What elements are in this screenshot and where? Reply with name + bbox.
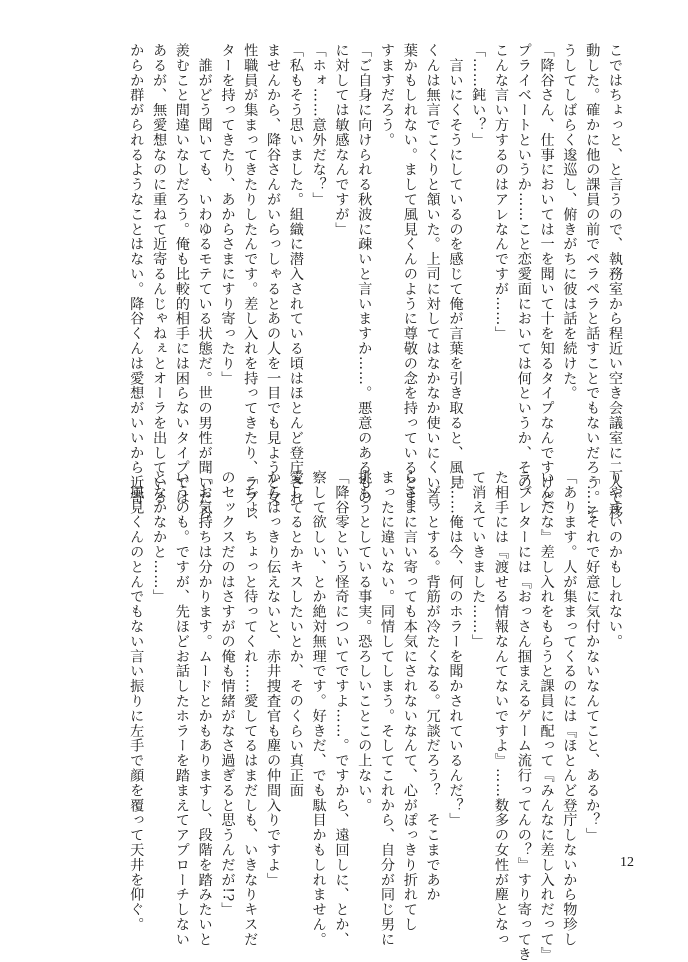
page-number: 12 — [620, 855, 634, 870]
text-line: プライベートというか……こと恋愛面においては何というか、その、 — [515, 43, 532, 505]
text-line: 羨むこと間違いなしだろう。俺も比較的相手には困らないタイプでは — [173, 43, 190, 505]
text-line: くんは無言でこくりと頷いた。上司に対してはなかなか使いにくい言 — [424, 43, 441, 505]
text-line: て消えていきました……」 — [470, 470, 487, 649]
text-line: ターを持ってきたり、あからさまにすり寄ったり」 — [219, 43, 236, 386]
text-line: た相手には『渡せる情報なんてないですよ』……数多の女性が塵となっ — [493, 470, 510, 947]
text-line: ラブレターには『おっさん掴まえるゲーム流行ってんの？』すり寄ってき — [515, 470, 532, 962]
text-line: のセックスだのはさすがの俺も情緒がなさ過ぎると思うんだが!?」 — [219, 470, 236, 917]
text-line: 「私もそう思いました。組織に潜入されている頃はほとんど登庁され — [287, 43, 304, 505]
text-line: 「お気持ちは分かります。ムードとかもありますし、段階を踏みたいと — [196, 470, 213, 947]
text-line: あるが、無愛想なのに重ねて近寄るんじゃねぇとオーラを出している — [151, 43, 168, 505]
text-line: 「ちょ、ちょっと待ってくれ……愛してるはまだしも、いきなりキスだ — [242, 470, 259, 947]
text-line: 「降谷さん、仕事においては一を聞いて十を知るタイプなんですけど、 — [538, 43, 555, 520]
text-line: こんな言い方するのはアレなんですが……」 — [493, 43, 510, 341]
text-line: からか群がられるようなことはない。降谷くんは愛想がいいから近寄 — [128, 43, 145, 505]
text-line: ゾッとする。背筋が冷たくなる。冗談だろう？ そこまであか — [424, 470, 441, 903]
text-line: 誰がどう聞いても、いわゆるモテている状態だ。世の男性が聞いたら — [196, 43, 213, 520]
text-block-top — [124, 43, 626, 520]
text-line: うしてしばらく逡巡し、俯きがちに彼は話を続けた。 — [561, 43, 578, 401]
text-line: 愛してるとかキスしたいとか、そのくらい真正面 — [287, 470, 304, 798]
text-line: りやすいのかもしれない。 — [607, 470, 623, 649]
text-line: 性職員が集まってきたりしたんです。差し入れを持ってきたり、ラブレ — [242, 43, 259, 520]
text-line: 「……それで好意に気付かないなんてこと、あるか？」 — [584, 470, 601, 843]
text-line: ませんから、降谷さんがいらっしゃるとあの人を一目でも見ようと女 — [265, 43, 282, 505]
text-line: 動した。確かに他の課員の前でペラペラと話すことでもないだろう。そ — [584, 43, 601, 520]
text-line: 「……俺は今、何のホラーを聞かされているんだ？」 — [447, 470, 464, 828]
text-line: こではちょっと、と言うので、執務室から程近い空き会議室に二人で移 — [607, 43, 623, 520]
text-line: らさまに言い寄っても本気にされないなんて、心がぽっきり折れてし — [401, 470, 418, 932]
text-line: 葉かもしれない。まして風見くんのように尊敬の念を持っているとま — [401, 43, 418, 505]
text-line: 「降谷零という怪奇についてですよ……。ですから、遠回しに、とか、 — [333, 470, 350, 947]
text-line: 風見くんのとんでもない言い振りに左手で顔を覆って天井を仰ぐ。 — [128, 470, 145, 932]
text-line: 「……鈍い？」 — [470, 43, 487, 148]
text-line: からはっきり伝えないと、赤井捜査官も塵の仲間入りですよ」 — [265, 470, 282, 888]
text-block-bottom — [124, 470, 626, 962]
text-line: 挑もうとしている事実。恐ろしいことこの上ない。 — [356, 470, 373, 813]
text-line: 言いにくそうにしているのを感じて俺が言葉を引き取ると、風見 — [447, 43, 464, 490]
text-line: いうのも。ですが、先ほどお話したホラーを踏まえてアプローチしない — [173, 470, 190, 947]
text-line: 察して欲しい、とか絶対無理です。好きだ、でも駄目かもしれません。 — [310, 470, 327, 947]
text-line: いんだな』差し入れをもらうと課員に配って『みんなに差し入れだって』 — [538, 470, 555, 962]
text-line: すますだろう。 — [379, 43, 396, 148]
text-line: 「ホォ……意外だな？」 — [310, 43, 327, 207]
text-line: 「あります。人が集まってくるのには『ほとんど登庁しないから物珍し — [561, 470, 578, 947]
text-line: に対しては敏感なんですが」 — [333, 43, 350, 237]
text-line: まったに違いない。同情してしまう。そしてこれから、自分が同じ男に — [379, 470, 396, 947]
text-line: 「ご自身に向けられる秋波に疎いと言いますか……。悪意のあるもの — [356, 43, 373, 505]
text-line: となかなかと……」 — [151, 470, 168, 605]
